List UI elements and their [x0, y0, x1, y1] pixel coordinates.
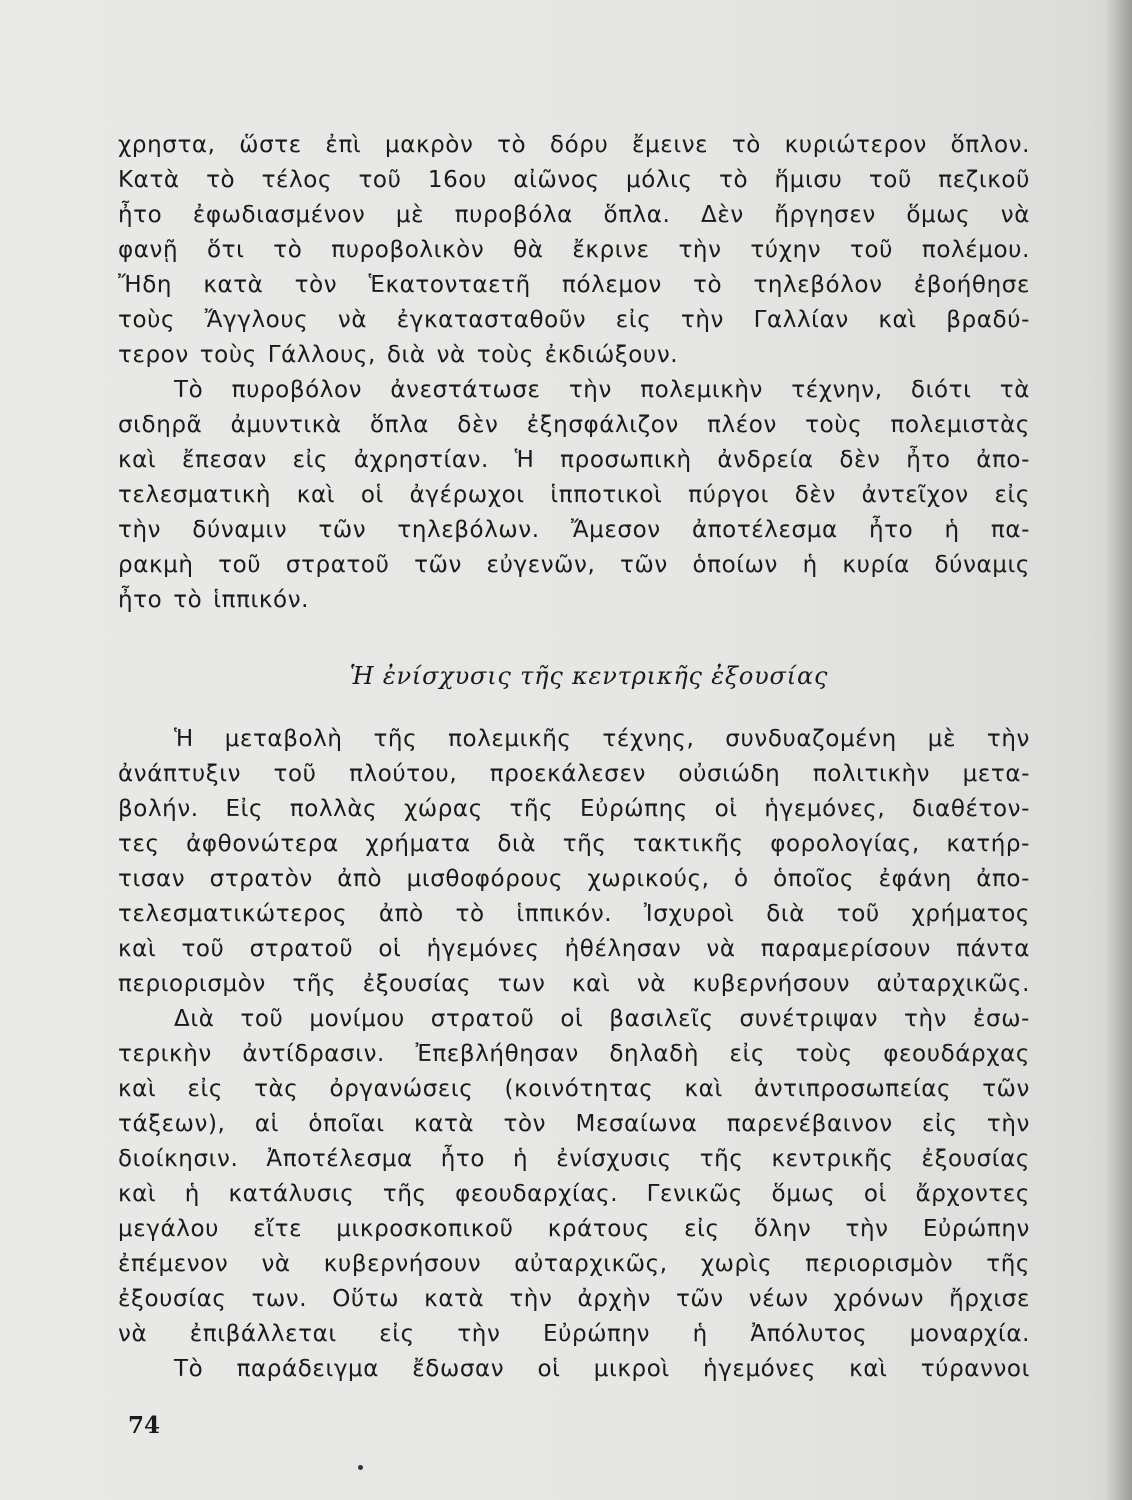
text-line: τερικὴν ἀντίδρασιν. Ἐπεβλήθησαν δηλαδὴ εἰς τοὺς φεουδάρχας [118, 1041, 1030, 1067]
text-line: Τὸ παράδειγμα ἔδωσαν οἱ μικροὶ ἡγεμόνες καὶ τύραννοι [174, 1356, 1030, 1382]
text-line: Διὰ τοῦ μονίμου στρατοῦ οἱ βασιλεῖς συνέτριψαν τὴν ἐσω- [174, 1006, 1030, 1032]
text-line: ἦτο τὸ ἱππικόν. [118, 587, 310, 613]
text-line: ἦτο ἐφωδιασμένον μὲ πυροβόλα ὅπλα. Δὲν ἤργησεν ὅμως νὰ [118, 202, 1030, 228]
text-line: Ἤδη κατὰ τὸν Ἑκατονταετῆ πόλεμον τὸ τηλεβόλον ἐβοήθησε [118, 272, 1030, 298]
page-gutter-shadow [1106, 0, 1132, 1500]
text-line: μεγάλου εἴτε μικροσκοπικοῦ κράτους εἰς ὅλην τὴν Εὐρώπην [118, 1216, 1030, 1242]
text-line: τερον τοὺς Γάλλους, διὰ νὰ τοὺς ἐκδιώξουν. [118, 342, 679, 368]
text-line: χρηστα, ὥστε ἐπὶ μακρὸν τὸ δόρυ ἔμεινε τὸ κυριώτερον ὅπλον. [118, 132, 1030, 158]
text-line: ἐξουσίας των. Οὕτω κατὰ τὴν ἀρχὴν τῶν νέων χρόνων ἤρχισε [118, 1286, 1030, 1312]
text-line: τάξεων), αἱ ὁποῖαι κατὰ τὸν Μεσαίωνα παρενέβαινον εἰς τὴν [118, 1111, 1030, 1137]
body-text [118, 128, 1030, 1387]
scan-speck [358, 1465, 363, 1470]
section-heading: Ἡ ἐνίσχυσις τῆς κεντρικῆς ἐξουσίας [349, 662, 829, 690]
text-line: ἐπέμενον νὰ κυβερνήσουν αὐταρχικῶς, χωρὶς περιορισμὸν τῆς [118, 1251, 1030, 1277]
text-line: τισαν στρατὸν ἀπὸ μισθοφόρους χωρικούς, ὁ ὁποῖος ἐφάνη ἀπο- [118, 866, 1030, 892]
page-number: 74 [128, 1412, 161, 1439]
text-line: διοίκησιν. Ἀποτέλεσμα ἦτο ἡ ἐνίσχυσις τῆς κεντρικῆς ἐξουσίας [118, 1146, 1030, 1172]
text-line: περιορισμὸν τῆς ἐξουσίας των καὶ νὰ κυβερνήσουν αὐταρχικῶς. [118, 971, 1030, 997]
text-line: τες ἀφθονώτερα χρήματα διὰ τῆς τακτικῆς φορολογίας, κατήρ- [118, 831, 1030, 857]
text-line: τελεσματικώτερος ἀπὸ τὸ ἱππικόν. Ἰσχυροὶ διὰ τοῦ χρήματος [118, 901, 1030, 927]
text-line: Κατὰ τὸ τέλος τοῦ 16ου αἰῶνος μόλις τὸ ἥμισυ τοῦ πεζικοῦ [118, 167, 1030, 193]
text-line: καὶ τοῦ στρατοῦ οἱ ἡγεμόνες ἠθέλησαν νὰ παραμερίσουν πάντα [118, 936, 1030, 962]
text-line: σιδηρᾶ ἀμυντικὰ ὅπλα δὲν ἐξησφάλιζον πλέον τοὺς πολεμιστὰς [118, 412, 1030, 438]
text-line: ἀνάπτυξιν τοῦ πλούτου, προεκάλεσεν οὐσιώδη πολιτικὴν μετα- [118, 761, 1030, 787]
text-line: Τὸ πυροβόλον ἀνεστάτωσε τὴν πολεμικὴν τέχνην, διότι τὰ [174, 377, 1030, 403]
text-line: καὶ ἔπεσαν εἰς ἀχρηστίαν. Ἡ προσωπικὴ ἀνδρεία δὲν ἦτο ἀπο- [118, 447, 1030, 473]
section-spacer [118, 694, 1030, 722]
text-line: ρακμὴ τοῦ στρατοῦ τῶν εὐγενῶν, τῶν ὁποίων ἡ κυρία δύναμις [118, 552, 1030, 578]
text-line: τοὺς Ἄγγλους νὰ ἐγκατασταθοῦν εἰς τὴν Γαλλίαν καὶ βραδύ- [118, 307, 1030, 333]
text-line: τελεσματικὴ καὶ οἱ ἀγέρωχοι ἱπποτικοὶ πύργοι δὲν ἀντεῖχον εἰς [118, 482, 1030, 508]
text-line: Ἡ μεταβολὴ τῆς πολεμικῆς τέχνης, συνδυαζομένη μὲ τὴν [174, 726, 1030, 752]
text-line: βολήν. Εἰς πολλὰς χώρας τῆς Εὐρώπης οἱ ἡγεμόνες, διαθέτον- [118, 796, 1030, 822]
section-spacer [118, 618, 1030, 658]
text-line: νὰ ἐπιβάλλεται εἰς τὴν Εὐρώπην ἡ Ἀπόλυτος μοναρχία. [118, 1321, 1030, 1347]
text-line: τὴν δύναμιν τῶν τηλεβόλων. Ἄμεσον ἀποτέλεσμα ἦτο ἡ πα- [118, 517, 1030, 543]
text-line: καὶ εἰς τὰς ὀργανώσεις (κοινότητας καὶ ἀντιπροσωπείας τῶν [118, 1076, 1030, 1102]
text-line: φανῇ ὅτι τὸ πυροβολικὸν θὰ ἔκρινε τὴν τύχην τοῦ πολέμου. [118, 237, 1030, 263]
text-line: καὶ ἡ κατάλυσις τῆς φεουδαρχίας. Γενικῶς ὅμως οἱ ἄρχοντες [118, 1181, 1030, 1207]
